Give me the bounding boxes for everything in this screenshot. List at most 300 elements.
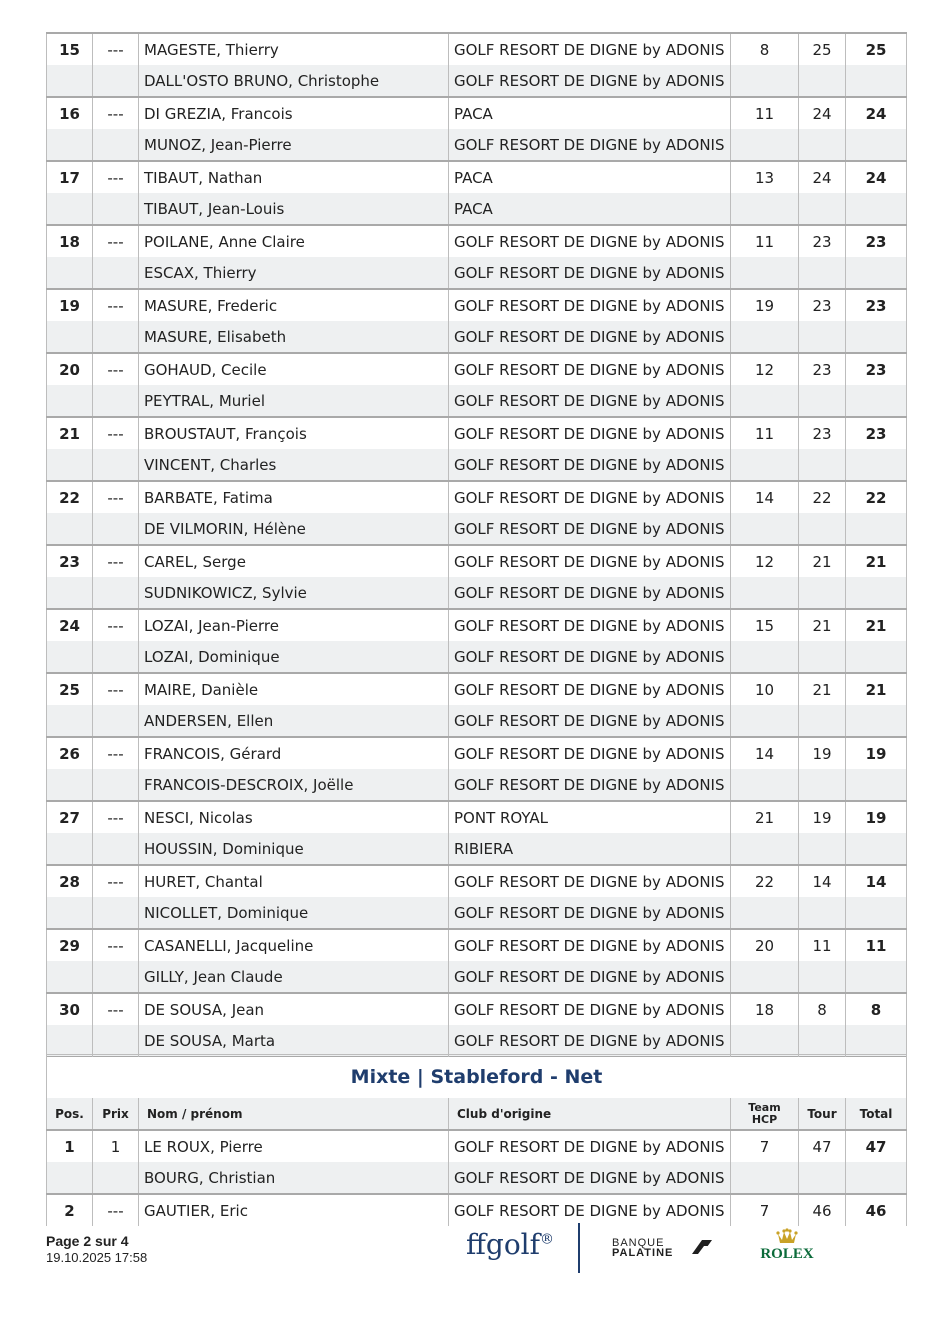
team-partner-row: [47, 641, 907, 673]
partner-name: SUDNIKOWICZ, Sylvie: [139, 577, 449, 609]
player-name: DE SOUSA, Jean: [139, 993, 449, 1025]
team-row: [47, 289, 907, 321]
team-hcp-cell: 11: [731, 97, 799, 129]
team-row: [47, 993, 907, 1025]
tour-score-cell: 23: [799, 225, 846, 257]
team-hcp-cell: 14: [731, 737, 799, 769]
tour-score-cell: 47: [799, 1130, 846, 1162]
prize-cell: ---: [93, 737, 139, 769]
empty-cell: [731, 385, 799, 417]
tour-score-cell: 8: [799, 993, 846, 1025]
empty-cell: [47, 1162, 93, 1194]
tour-score-cell: 14: [799, 865, 846, 897]
empty-cell: [47, 833, 93, 865]
team-row: [47, 417, 907, 449]
team-hcp-cell: 15: [731, 609, 799, 641]
empty-cell: [799, 897, 846, 929]
team-hcp-cell: 10: [731, 673, 799, 705]
prize-cell: ---: [93, 289, 139, 321]
team-partner-row: [47, 385, 907, 417]
partner-club: GOLF RESORT DE DIGNE by ADONIS: [449, 577, 731, 609]
empty-cell: [799, 513, 846, 545]
total-score-cell: 21: [846, 673, 907, 705]
partner-name: DE SOUSA, Marta: [139, 1025, 449, 1057]
team-hcp-cell: 7: [731, 1194, 799, 1226]
tour-score-cell: 21: [799, 673, 846, 705]
total-score-cell: 23: [846, 289, 907, 321]
empty-cell: [93, 1162, 139, 1194]
empty-cell: [731, 833, 799, 865]
empty-cell: [731, 449, 799, 481]
empty-cell: [799, 1162, 846, 1194]
empty-cell: [846, 577, 907, 609]
total-score-cell: 19: [846, 801, 907, 833]
team-partner-row: [47, 897, 907, 929]
empty-cell: [47, 705, 93, 737]
partner-club: GOLF RESORT DE DIGNE by ADONIS: [449, 65, 731, 97]
partner-name: ESCAX, Thierry: [139, 257, 449, 289]
page-footer-info: [46, 1233, 147, 1266]
total-score-cell: 47: [846, 1130, 907, 1162]
empty-cell: [93, 641, 139, 673]
empty-cell: [731, 641, 799, 673]
team-hcp-cell: 14: [731, 481, 799, 513]
team-partner-row: [47, 129, 907, 161]
empty-cell: [846, 321, 907, 353]
partner-club: GOLF RESORT DE DIGNE by ADONIS: [449, 1162, 731, 1194]
header-name: Nom / prénom: [139, 1098, 449, 1130]
crown-icon: [776, 1228, 798, 1244]
empty-cell: [47, 577, 93, 609]
prize-cell: ---: [93, 673, 139, 705]
player-name: MAIRE, Danièle: [139, 673, 449, 705]
header-pos: Pos.: [47, 1098, 93, 1130]
empty-cell: [93, 321, 139, 353]
print-datetime: 19.10.2025 17:58: [46, 1250, 148, 1265]
empty-cell: [799, 257, 846, 289]
team-partner-row: [47, 961, 907, 993]
empty-cell: [846, 1025, 907, 1057]
team-partner-row: [47, 1162, 907, 1194]
partner-name: BOURG, Christian: [139, 1162, 449, 1194]
team-partner-row: [47, 1025, 907, 1057]
tour-score-cell: 25: [799, 33, 846, 65]
empty-cell: [846, 385, 907, 417]
player-name: LE ROUX, Pierre: [139, 1130, 449, 1162]
partner-club: GOLF RESORT DE DIGNE by ADONIS: [449, 321, 731, 353]
partner-name: TIBAUT, Jean-Louis: [139, 193, 449, 225]
empty-cell: [731, 705, 799, 737]
club-name: GOLF RESORT DE DIGNE by ADONIS: [449, 737, 731, 769]
empty-cell: [47, 1025, 93, 1057]
empty-cell: [799, 129, 846, 161]
results-table: [46, 32, 907, 1057]
total-score-cell: 21: [846, 609, 907, 641]
club-name: PACA: [449, 97, 731, 129]
team-partner-row: [47, 769, 907, 801]
player-name: POILANE, Anne Claire: [139, 225, 449, 257]
club-name: GOLF RESORT DE DIGNE by ADONIS: [449, 289, 731, 321]
empty-cell: [799, 321, 846, 353]
partner-club: GOLF RESORT DE DIGNE by ADONIS: [449, 961, 731, 993]
banque-palatine-logo: BANQUE PALATINE: [612, 1238, 673, 1258]
partner-club: RIBIERA: [449, 833, 731, 865]
partner-club: GOLF RESORT DE DIGNE by ADONIS: [449, 257, 731, 289]
empty-cell: [47, 385, 93, 417]
empty-cell: [93, 257, 139, 289]
empty-cell: [47, 449, 93, 481]
position-cell: 16: [47, 97, 93, 129]
tour-score-cell: 21: [799, 609, 846, 641]
total-score-cell: 11: [846, 929, 907, 961]
empty-cell: [93, 961, 139, 993]
empty-cell: [799, 1025, 846, 1057]
position-cell: 20: [47, 353, 93, 385]
prize-cell: ---: [93, 33, 139, 65]
empty-cell: [799, 769, 846, 801]
partner-club: GOLF RESORT DE DIGNE by ADONIS: [449, 705, 731, 737]
column-header-row: [47, 1098, 907, 1130]
section-title: Mixte | Stableford - Net: [47, 1055, 907, 1099]
club-name: GOLF RESORT DE DIGNE by ADONIS: [449, 1130, 731, 1162]
team-partner-row: [47, 577, 907, 609]
tour-score-cell: 46: [799, 1194, 846, 1226]
prize-cell: ---: [93, 353, 139, 385]
empty-cell: [799, 833, 846, 865]
empty-cell: [731, 1162, 799, 1194]
prize-cell: ---: [93, 609, 139, 641]
empty-cell: [47, 769, 93, 801]
tour-score-cell: 19: [799, 737, 846, 769]
team-row: [47, 225, 907, 257]
tour-score-cell: 22: [799, 481, 846, 513]
partner-name: HOUSSIN, Dominique: [139, 833, 449, 865]
team-row: [47, 865, 907, 897]
club-name: GOLF RESORT DE DIGNE by ADONIS: [449, 673, 731, 705]
tour-score-cell: 23: [799, 353, 846, 385]
empty-cell: [93, 1025, 139, 1057]
team-partner-row: [47, 449, 907, 481]
prize-cell: 1: [93, 1130, 139, 1162]
prize-cell: ---: [93, 801, 139, 833]
player-name: HURET, Chantal: [139, 865, 449, 897]
empty-cell: [799, 705, 846, 737]
position-cell: 26: [47, 737, 93, 769]
partner-name: DALL'OSTO BRUNO, Christophe: [139, 65, 449, 97]
tour-score-cell: 21: [799, 545, 846, 577]
partner-name: PEYTRAL, Muriel: [139, 385, 449, 417]
empty-cell: [846, 833, 907, 865]
partner-name: LOZAI, Dominique: [139, 641, 449, 673]
partner-club: GOLF RESORT DE DIGNE by ADONIS: [449, 1025, 731, 1057]
empty-cell: [799, 449, 846, 481]
partner-name: ANDERSEN, Ellen: [139, 705, 449, 737]
prize-cell: ---: [93, 1194, 139, 1226]
club-name: PACA: [449, 161, 731, 193]
player-name: GAUTIER, Eric: [139, 1194, 449, 1226]
team-partner-row: [47, 257, 907, 289]
partner-club: PACA: [449, 193, 731, 225]
partner-club: GOLF RESORT DE DIGNE by ADONIS: [449, 385, 731, 417]
empty-cell: [47, 257, 93, 289]
club-name: GOLF RESORT DE DIGNE by ADONIS: [449, 481, 731, 513]
prize-cell: ---: [93, 481, 139, 513]
tour-score-cell: 19: [799, 801, 846, 833]
empty-cell: [799, 641, 846, 673]
empty-cell: [47, 897, 93, 929]
team-row: [47, 609, 907, 641]
page-number: Page 2 sur 4: [46, 1233, 129, 1249]
player-name: CAREL, Serge: [139, 545, 449, 577]
empty-cell: [799, 65, 846, 97]
player-name: BROUSTAUT, François: [139, 417, 449, 449]
team-hcp-cell: 18: [731, 993, 799, 1025]
empty-cell: [846, 897, 907, 929]
partner-name: NICOLLET, Dominique: [139, 897, 449, 929]
partner-club: GOLF RESORT DE DIGNE by ADONIS: [449, 769, 731, 801]
team-hcp-cell: 21: [731, 801, 799, 833]
logo-divider: [578, 1223, 580, 1273]
empty-cell: [93, 897, 139, 929]
position-cell: 17: [47, 161, 93, 193]
empty-cell: [731, 321, 799, 353]
team-hcp-cell: 20: [731, 929, 799, 961]
team-row: [47, 929, 907, 961]
header-team-hcp: Team HCP: [731, 1098, 799, 1130]
prize-cell: ---: [93, 417, 139, 449]
club-name: GOLF RESORT DE DIGNE by ADONIS: [449, 353, 731, 385]
position-cell: 21: [47, 417, 93, 449]
partner-name: MUNOZ, Jean-Pierre: [139, 129, 449, 161]
player-name: TIBAUT, Nathan: [139, 161, 449, 193]
team-hcp-cell: 8: [731, 33, 799, 65]
prize-cell: ---: [93, 929, 139, 961]
partner-name: DE VILMORIN, Hélène: [139, 513, 449, 545]
empty-cell: [93, 833, 139, 865]
club-name: GOLF RESORT DE DIGNE by ADONIS: [449, 609, 731, 641]
partner-name: FRANCOIS-DESCROIX, Joëlle: [139, 769, 449, 801]
player-name: MAGESTE, Thierry: [139, 33, 449, 65]
total-score-cell: 46: [846, 1194, 907, 1226]
section-title-row: [47, 1055, 907, 1099]
banque-palatine-mark-icon: [690, 1238, 712, 1256]
team-hcp-cell: 13: [731, 161, 799, 193]
team-hcp-cell: 11: [731, 225, 799, 257]
club-name: GOLF RESORT DE DIGNE by ADONIS: [449, 929, 731, 961]
position-cell: 15: [47, 33, 93, 65]
player-name: NESCI, Nicolas: [139, 801, 449, 833]
empty-cell: [846, 65, 907, 97]
empty-cell: [846, 449, 907, 481]
empty-cell: [47, 193, 93, 225]
empty-cell: [731, 897, 799, 929]
empty-cell: [93, 385, 139, 417]
prize-cell: ---: [93, 161, 139, 193]
empty-cell: [846, 769, 907, 801]
position-cell: 18: [47, 225, 93, 257]
total-score-cell: 14: [846, 865, 907, 897]
partner-club: GOLF RESORT DE DIGNE by ADONIS: [449, 641, 731, 673]
player-name: DI GREZIA, Francois: [139, 97, 449, 129]
total-score-cell: 24: [846, 161, 907, 193]
empty-cell: [799, 961, 846, 993]
empty-cell: [799, 193, 846, 225]
player-name: FRANCOIS, Gérard: [139, 737, 449, 769]
club-name: GOLF RESORT DE DIGNE by ADONIS: [449, 993, 731, 1025]
prize-cell: ---: [93, 865, 139, 897]
empty-cell: [93, 705, 139, 737]
empty-cell: [846, 961, 907, 993]
position-cell: 27: [47, 801, 93, 833]
empty-cell: [93, 449, 139, 481]
header-tour: Tour: [799, 1098, 846, 1130]
total-score-cell: 19: [846, 737, 907, 769]
club-name: PONT ROYAL: [449, 801, 731, 833]
partner-name: MASURE, Elisabeth: [139, 321, 449, 353]
partner-club: GOLF RESORT DE DIGNE by ADONIS: [449, 513, 731, 545]
empty-cell: [93, 193, 139, 225]
empty-cell: [93, 577, 139, 609]
empty-cell: [846, 193, 907, 225]
empty-cell: [93, 65, 139, 97]
tour-score-cell: 23: [799, 289, 846, 321]
position-cell: 29: [47, 929, 93, 961]
tour-score-cell: 11: [799, 929, 846, 961]
empty-cell: [731, 257, 799, 289]
empty-cell: [47, 65, 93, 97]
team-row: [47, 97, 907, 129]
partner-name: GILLY, Jean Claude: [139, 961, 449, 993]
empty-cell: [799, 577, 846, 609]
team-hcp-cell: 12: [731, 353, 799, 385]
position-cell: 1: [47, 1130, 93, 1162]
prize-cell: ---: [93, 225, 139, 257]
position-cell: 23: [47, 545, 93, 577]
empty-cell: [93, 513, 139, 545]
prize-cell: ---: [93, 97, 139, 129]
team-partner-row: [47, 321, 907, 353]
empty-cell: [731, 577, 799, 609]
club-name: GOLF RESORT DE DIGNE by ADONIS: [449, 1194, 731, 1226]
team-hcp-cell: 19: [731, 289, 799, 321]
empty-cell: [93, 129, 139, 161]
position-cell: 24: [47, 609, 93, 641]
position-cell: 19: [47, 289, 93, 321]
empty-cell: [731, 1025, 799, 1057]
prize-cell: ---: [93, 545, 139, 577]
empty-cell: [846, 129, 907, 161]
prize-cell: ---: [93, 993, 139, 1025]
empty-cell: [731, 961, 799, 993]
club-name: GOLF RESORT DE DIGNE by ADONIS: [449, 865, 731, 897]
player-name: GOHAUD, Cecile: [139, 353, 449, 385]
team-hcp-cell: 7: [731, 1130, 799, 1162]
tour-score-cell: 24: [799, 161, 846, 193]
team-partner-row: [47, 513, 907, 545]
empty-cell: [47, 961, 93, 993]
empty-cell: [799, 385, 846, 417]
total-score-cell: 8: [846, 993, 907, 1025]
team-partner-row: [47, 833, 907, 865]
ffgolf-logo: ffgolf®: [466, 1228, 554, 1261]
empty-cell: [731, 193, 799, 225]
empty-cell: [846, 513, 907, 545]
partner-club: GOLF RESORT DE DIGNE by ADONIS: [449, 897, 731, 929]
total-score-cell: 23: [846, 353, 907, 385]
total-score-cell: 23: [846, 225, 907, 257]
team-partner-row: [47, 705, 907, 737]
player-name: CASANELLI, Jacqueline: [139, 929, 449, 961]
rolex-logo: ROLEX: [752, 1228, 822, 1263]
club-name: GOLF RESORT DE DIGNE by ADONIS: [449, 225, 731, 257]
empty-cell: [846, 257, 907, 289]
player-name: BARBATE, Fatima: [139, 481, 449, 513]
team-hcp-cell: 11: [731, 417, 799, 449]
total-score-cell: 24: [846, 97, 907, 129]
team-row: [47, 1130, 907, 1162]
club-name: GOLF RESORT DE DIGNE by ADONIS: [449, 417, 731, 449]
position-cell: 28: [47, 865, 93, 897]
team-row: [47, 673, 907, 705]
tour-score-cell: 23: [799, 417, 846, 449]
total-score-cell: 22: [846, 481, 907, 513]
position-cell: 22: [47, 481, 93, 513]
team-row: [47, 33, 907, 65]
player-name: MASURE, Frederic: [139, 289, 449, 321]
empty-cell: [47, 321, 93, 353]
club-name: GOLF RESORT DE DIGNE by ADONIS: [449, 33, 731, 65]
mixte-stableford-net-table: [46, 1054, 907, 1226]
tour-score-cell: 24: [799, 97, 846, 129]
header-club: Club d'origine: [449, 1098, 731, 1130]
empty-cell: [846, 1162, 907, 1194]
empty-cell: [47, 129, 93, 161]
position-cell: 25: [47, 673, 93, 705]
empty-cell: [47, 513, 93, 545]
team-row: [47, 545, 907, 577]
empty-cell: [731, 129, 799, 161]
player-name: LOZAI, Jean-Pierre: [139, 609, 449, 641]
team-row: [47, 737, 907, 769]
position-cell: 30: [47, 993, 93, 1025]
header-total: Total: [846, 1098, 907, 1130]
team-partner-row: [47, 193, 907, 225]
empty-cell: [731, 65, 799, 97]
empty-cell: [731, 769, 799, 801]
team-row: [47, 481, 907, 513]
team-row: [47, 353, 907, 385]
team-row: [47, 161, 907, 193]
empty-cell: [93, 769, 139, 801]
team-hcp-cell: 12: [731, 545, 799, 577]
position-cell: 2: [47, 1194, 93, 1226]
partner-club: GOLF RESORT DE DIGNE by ADONIS: [449, 449, 731, 481]
team-row: [47, 801, 907, 833]
team-hcp-cell: 22: [731, 865, 799, 897]
empty-cell: [846, 641, 907, 673]
partner-club: GOLF RESORT DE DIGNE by ADONIS: [449, 129, 731, 161]
team-partner-row: [47, 65, 907, 97]
empty-cell: [731, 513, 799, 545]
club-name: GOLF RESORT DE DIGNE by ADONIS: [449, 545, 731, 577]
team-row: [47, 1194, 907, 1226]
total-score-cell: 23: [846, 417, 907, 449]
total-score-cell: 25: [846, 33, 907, 65]
empty-cell: [846, 705, 907, 737]
total-score-cell: 21: [846, 545, 907, 577]
partner-name: VINCENT, Charles: [139, 449, 449, 481]
empty-cell: [47, 641, 93, 673]
